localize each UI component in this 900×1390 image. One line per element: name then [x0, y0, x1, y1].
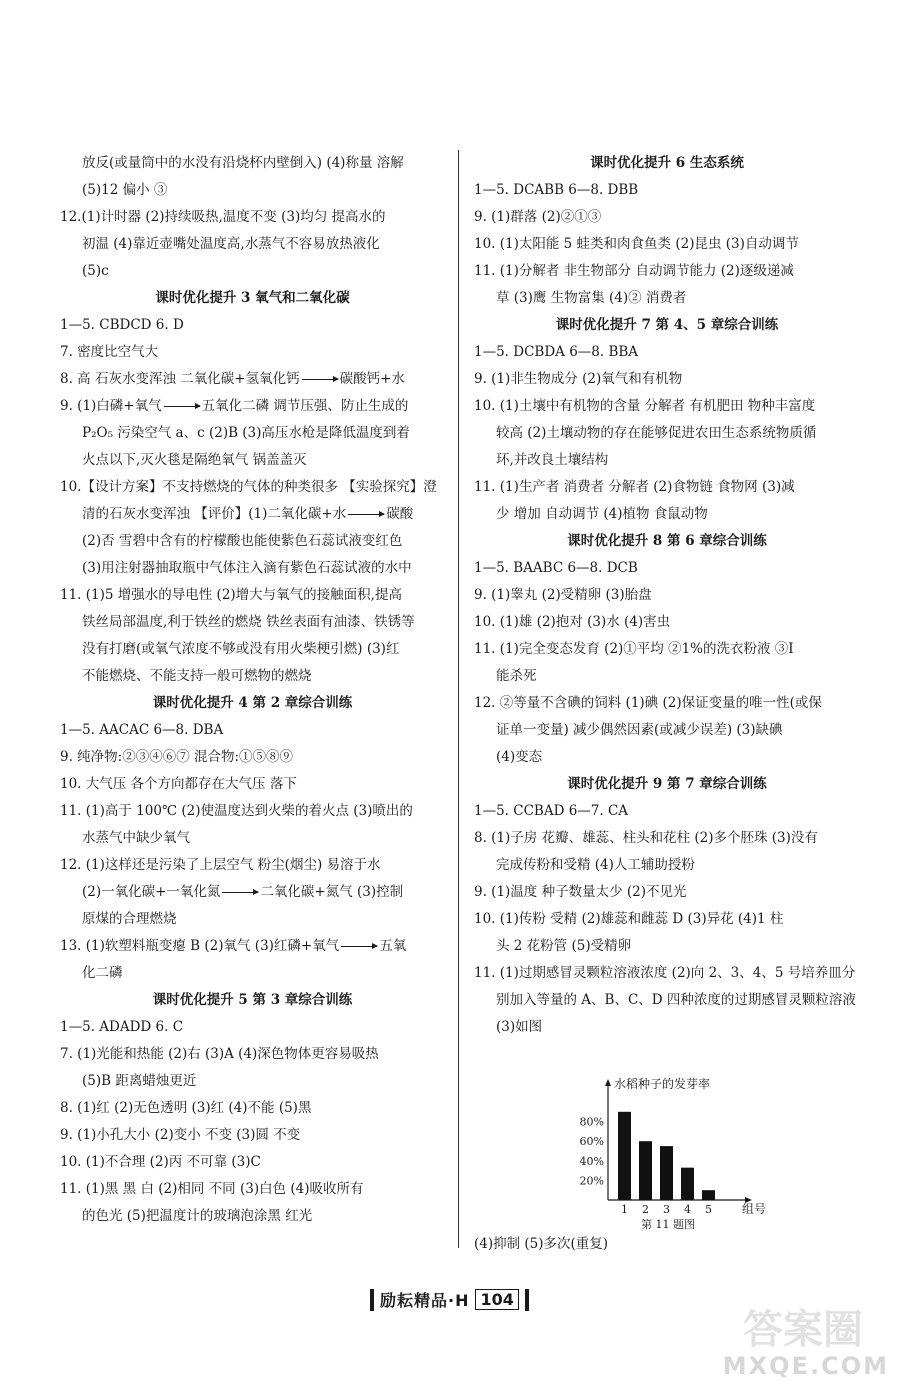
- equation-left: 13. (1)软塑料瓶变瘪 B (2)氧气 (3)红磷+氧气: [60, 938, 340, 954]
- answer-line: 别加入等量的 A、B、C、D 四种浓度的过期感冒灵颗粒溶液: [496, 992, 856, 1008]
- answer-line: 火点以下,灭火毯是隔绝氧气 锅盖盖灭: [82, 452, 307, 468]
- answer-line: 初温 (4)靠近壶嘴处温度高,水蒸气不容易放热液化: [82, 236, 380, 252]
- answer-line: 头 2 花粉管 (5)受精卵: [496, 938, 632, 954]
- y-tick-label: 40%: [579, 1154, 604, 1168]
- answer-line: (2)否 雪碧中含有的柠檬酸也能使紫色石蕊试液变红色: [82, 533, 403, 549]
- answer-line: 11. (1)生产者 消费者 分解者 (2)食物链 食物网 (3)减: [474, 479, 795, 495]
- x-tick-label: 5: [705, 1203, 712, 1216]
- answer-line: (3)如图: [496, 1019, 543, 1035]
- answer-line: 11. (1)黑 黑 白 (2)相同 不同 (3)白色 (4)吸收所有: [60, 1181, 364, 1197]
- bar-group-2: [639, 1141, 652, 1200]
- x-axis-label: 组号: [742, 1202, 767, 1216]
- x-tick-label: 3: [663, 1203, 670, 1216]
- answer-line: 没有打磨(或氧气浓度不够或没有用火柴梗引燃) (3)红: [82, 641, 400, 657]
- reaction-condition: [220, 879, 260, 880]
- chart-caption: 第 11 题图: [641, 1218, 695, 1230]
- reaction-arrow-icon: [300, 366, 340, 393]
- x-tick-label: 1: [621, 1203, 628, 1216]
- answer-line: 放反(或量筒中的水没有沿烧杯内壁倒入) (4)称量 溶解: [82, 155, 404, 171]
- answer-line: 化二磷: [82, 965, 123, 981]
- answer-line-equation: [60, 879, 445, 906]
- answer-line: 9. (1)睾丸 (2)受精卵 (3)胎盘: [474, 587, 652, 603]
- equation-right: 五氧化二磷 调节压强、防止生成的: [201, 398, 409, 414]
- page-footer: [370, 1288, 529, 1311]
- equation-right: 五氧: [379, 938, 407, 954]
- reaction-condition: [162, 393, 202, 394]
- reaction-arrow-icon: [220, 879, 260, 906]
- equation-right: 碳酸: [386, 506, 414, 522]
- equation-left: 清的石灰水变浑浊 【评价】(1)二氧化碳+水: [82, 506, 347, 522]
- germination-chart: [570, 1070, 770, 1230]
- y-tick-label: 80%: [579, 1115, 604, 1129]
- answer-line: 铁丝局部温度,利于铁丝的燃烧 铁丝表面有油漆、铁锈等: [82, 614, 415, 630]
- answer-line: 1—5. BAABC 6—8. DCB: [474, 560, 638, 576]
- y-tick-label: 60%: [579, 1135, 604, 1149]
- equation-left: 8. 高 石灰水变浑浊 二氧化碳+氢氧化钙: [60, 371, 300, 387]
- x-tick-label: 2: [642, 1203, 649, 1216]
- equation-left: 9. (1)白磷+氧气: [60, 398, 162, 414]
- answer-line: 9. (1)非生物成分 (2)氧气和有机物: [474, 371, 683, 387]
- answer-line: 8. (1)红 (2)无色透明 (3)红 (4)不能 (5)黑: [60, 1100, 312, 1116]
- answer-line: 12.(1)计时器 (2)持续吸热,温度不变 (3)均匀 提高水的: [60, 209, 386, 225]
- answer-line-after-chart: (4)抑制 (5)多次(重复): [474, 1236, 609, 1252]
- answer-line: 1—5. DCBDA 6—8. BBA: [474, 344, 639, 360]
- section-heading: 课时优化提升 8 第 6 章综合训练: [567, 533, 767, 549]
- answer-line: 水蒸气中缺少氧气: [82, 830, 190, 846]
- answer-line: (5)c: [82, 263, 109, 279]
- footer-title: 励耘精品·H: [380, 1291, 470, 1310]
- answer-line: 10. (1)雄 (2)抱对 (3)水 (4)害虫: [474, 614, 671, 630]
- answer-line: (5)12 偏小 ③: [82, 182, 168, 198]
- answer-line: 环,并改良土壤结构: [496, 452, 609, 468]
- answer-line-equation: [60, 933, 445, 960]
- answer-line-equation: [60, 393, 445, 420]
- equation-right: 碳酸钙+水: [339, 371, 405, 387]
- column-divider: [458, 150, 459, 1248]
- watermark-big-text: 答案圈: [743, 1307, 863, 1353]
- answer-line-equation: [60, 366, 445, 393]
- footer-bar-left: [370, 1289, 374, 1311]
- bar-group-1: [618, 1112, 631, 1200]
- reaction-arrow-icon: [346, 501, 386, 528]
- germination-chart-svg: [570, 1070, 770, 1230]
- answer-line: 1—5. ADADD 6. C: [60, 1019, 184, 1035]
- answer-line: 较高 (2)土壤动物的存在能够促进农田生态系统物质循: [496, 425, 817, 441]
- answer-line: 原煤的合理燃烧: [82, 911, 177, 927]
- answer-line: P₂O₅ 污染空气 a、c (2)B (3)高压水枪是降低温度到着: [82, 425, 410, 441]
- reaction-arrow-icon: [162, 393, 202, 420]
- answer-line: 少 增加 自动调节 (4)植物 食鼠动物: [496, 506, 708, 522]
- bar-group-4: [681, 1168, 694, 1200]
- answer-line: 不能燃烧、不能支持一般可燃物的燃烧: [82, 668, 312, 684]
- answer-line: 11. (1)过期感冒灵颗粒溶液浓度 (2)向 2、3、4、5 号培养皿分: [474, 965, 856, 981]
- answer-line: 7. (1)光能和热能 (2)右 (3)A (4)深色物体更容易吸热: [60, 1046, 379, 1062]
- footer-bar-right: [525, 1289, 529, 1311]
- answer-line: 12. (1)这样还是污染了上层空气 粉尘(烟尘) 易溶于水: [60, 857, 381, 873]
- page-number: 104: [475, 1289, 518, 1310]
- reaction-arrow-icon: [339, 933, 379, 960]
- answer-line: (5)B 距离蜡烛更近: [82, 1073, 197, 1089]
- answer-line: 7. 密度比空气大: [60, 344, 159, 360]
- bar-group-3: [660, 1146, 673, 1200]
- watermark-url: MXQE.COM: [722, 1352, 889, 1380]
- answer-line: 9. (1)小孔大小 (2)变小 不变 (3)圆 不变: [60, 1127, 301, 1143]
- answer-line: 1—5. CCBAD 6—7. CA: [474, 803, 629, 819]
- answer-line: 草 (3)鹰 生物富集 (4)② 消费者: [496, 290, 687, 306]
- answer-line: 11. (1)5 增强水的导电性 (2)增大与氧气的接触面积,提高: [60, 587, 402, 603]
- chart-title: 水稻种子的发芽率: [614, 1077, 711, 1091]
- answer-line: 1—5. AACAC 6—8. DBA: [60, 722, 224, 738]
- answer-line: (4)变态: [496, 749, 543, 765]
- section-heading: 课时优化提升 9 第 7 章综合训练: [567, 776, 767, 792]
- section-heading: 课时优化提升 7 第 4、5 章综合训练: [555, 317, 779, 333]
- answer-line: 11. (1)分解者 非生物部分 自动调节能力 (2)逐级递减: [474, 263, 794, 279]
- answer-line: 9. (1)温度 种子数量太少 (2)不见光: [474, 884, 687, 900]
- answer-line: 9. (1)群落 (2)②①③: [474, 209, 602, 225]
- answer-line: 11. (1)高于 100℃ (2)使温度达到火柴的着火点 (3)喷出的: [60, 803, 413, 819]
- answer-line: 10.【设计方案】不支持燃烧的气体的种类很多 【实验探究】澄: [60, 479, 437, 495]
- right-column: [474, 150, 860, 1041]
- y-tick-label: 20%: [579, 1174, 604, 1188]
- x-tick-label: 4: [684, 1203, 691, 1216]
- answer-line: 证单一变量) 减少偶然因素(或减少误差) (3)缺碘: [496, 722, 783, 738]
- section-heading: 课时优化提升 3 氧气和二氧化碳: [155, 290, 350, 306]
- answer-line: 能杀死: [496, 668, 537, 684]
- answer-line: 8. (1)子房 花瓣、雄蕊、柱头和花柱 (2)多个胚珠 (3)没有: [474, 830, 818, 846]
- section-heading: 课时优化提升 6 生态系统: [590, 155, 744, 171]
- answer-line: 10. (1)不合理 (2)丙 不可靠 (3)C: [60, 1154, 261, 1170]
- answer-line: 11. (1)完全变态发育 (2)①平均 ②1%的洗衣粉液 ③Ⅰ: [474, 641, 794, 657]
- answer-line: 1—5. DCABB 6—8. DBB: [474, 182, 639, 198]
- reaction-condition: [339, 933, 379, 934]
- answer-line: 10. (1)传粉 受精 (2)雄蕊和雌蕊 D (3)异花 (4)1 柱: [474, 911, 784, 927]
- watermark-logo: [722, 1298, 895, 1384]
- answer-line: 1—5. CBDCD 6. D: [60, 317, 184, 333]
- answer-line: 10. (1)太阳能 5 蛙类和肉食鱼类 (2)昆虫 (3)自动调节: [474, 236, 799, 252]
- equation-left: (2)一氧化碳+一氧化氮: [82, 884, 221, 900]
- bar-group-5: [702, 1190, 715, 1200]
- y-axis-arrow-icon: [605, 1079, 611, 1086]
- left-column: [60, 150, 445, 1230]
- equation-right: 二氧化碳+氮气 (3)控制: [260, 884, 404, 900]
- answer-line: (3)用注射器抽取瓶中气体注入滴有紫色石蕊试液的水中: [82, 560, 412, 576]
- answer-line: 9. 纯净物:②③④⑥⑦ 混合物:①⑤⑧⑨: [60, 749, 294, 765]
- section-heading: 课时优化提升 4 第 2 章综合训练: [152, 695, 353, 711]
- answer-line: 12. ②等量不含碘的饲料 (1)碘 (2)保证变量的唯一性(或保: [474, 695, 822, 711]
- answer-line: 的色光 (5)把温度计的玻璃泡涂黑 红光: [82, 1208, 313, 1224]
- answer-line: 10. 大气压 各个方向都存在大气压 落下: [60, 776, 297, 792]
- answer-line: 完成传粉和受精 (4)人工辅助授粉: [496, 857, 695, 873]
- answer-line: 10. (1)土壤中有机物的含量 分解者 有机肥田 物种丰富度: [474, 398, 816, 414]
- answer-line-equation: [60, 501, 445, 528]
- section-heading: 课时优化提升 5 第 3 章综合训练: [152, 992, 353, 1008]
